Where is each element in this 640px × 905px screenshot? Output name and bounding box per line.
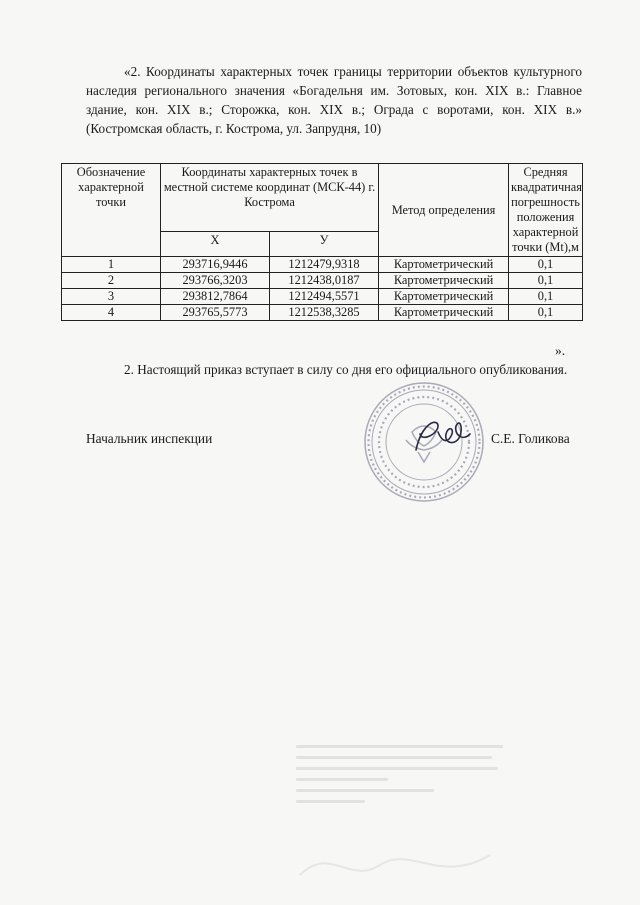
signature-icon xyxy=(408,412,478,462)
cell-point: 1 xyxy=(62,257,161,273)
cell-point: 2 xyxy=(62,273,161,289)
header-coords: Координаты характерных точек в местной системе координат (МСК-44) г. Кострома xyxy=(161,164,379,232)
bleed-through-signature xyxy=(290,835,510,895)
table-row xyxy=(62,289,583,305)
table-row xyxy=(62,273,583,289)
cell-method: Картометрический xyxy=(379,273,509,289)
cell-method: Картометрический xyxy=(379,289,509,305)
cell-x: 293716,9446 xyxy=(161,257,270,273)
cell-y: 1212538,3285 xyxy=(270,305,379,321)
coordinates-table xyxy=(61,163,583,321)
cell-y: 1212479,9318 xyxy=(270,257,379,273)
closing-quote: ». xyxy=(555,343,566,358)
header-x: X xyxy=(161,231,270,256)
table-header-row xyxy=(62,164,583,232)
cell-x: 293765,5773 xyxy=(161,305,270,321)
cell-point: 3 xyxy=(62,289,161,305)
header-method: Метод определения xyxy=(379,164,509,257)
header-error: Средняя квадратичная погрешность положения характерной точки (Mt),м xyxy=(509,164,583,257)
cell-x: 293812,7864 xyxy=(161,289,270,305)
cell-error: 0,1 xyxy=(509,289,583,305)
cell-error: 0,1 xyxy=(509,305,583,321)
cell-x: 293766,3203 xyxy=(161,273,270,289)
header-point: Обозначение характерной точки xyxy=(62,164,161,257)
cell-point: 4 xyxy=(62,305,161,321)
cell-error: 0,1 xyxy=(509,273,583,289)
cell-method: Картометрический xyxy=(379,257,509,273)
table-row xyxy=(62,305,583,321)
cell-method: Картометрический xyxy=(379,305,509,321)
signatory-name: С.Е. Голикова xyxy=(491,431,570,446)
bleed-through-text xyxy=(296,745,526,825)
header-y: У xyxy=(270,231,379,256)
signatory-title: Начальник инспекции xyxy=(86,431,213,446)
table-row xyxy=(62,257,583,273)
cell-y: 1212438,0187 xyxy=(270,273,379,289)
intro-paragraph: «2. Координаты характерных точек границы территории объектов культурного наследия регионального значения «Богадельня им. Зотовых, кон. XIX в.: Главное здание, кон. XIX в.; Сторожка, кон. XIX в.; Ограда с воротами, кон. XIX в.» (Костромская область, г. Кострома, ул. Запрудня, 10) xyxy=(86,64,582,136)
cell-error: 0,1 xyxy=(509,257,583,273)
cell-y: 1212494,5571 xyxy=(270,289,379,305)
paragraph-2: 2. Настоящий приказ вступает в силу со дня его официального опубликования. xyxy=(124,362,568,377)
